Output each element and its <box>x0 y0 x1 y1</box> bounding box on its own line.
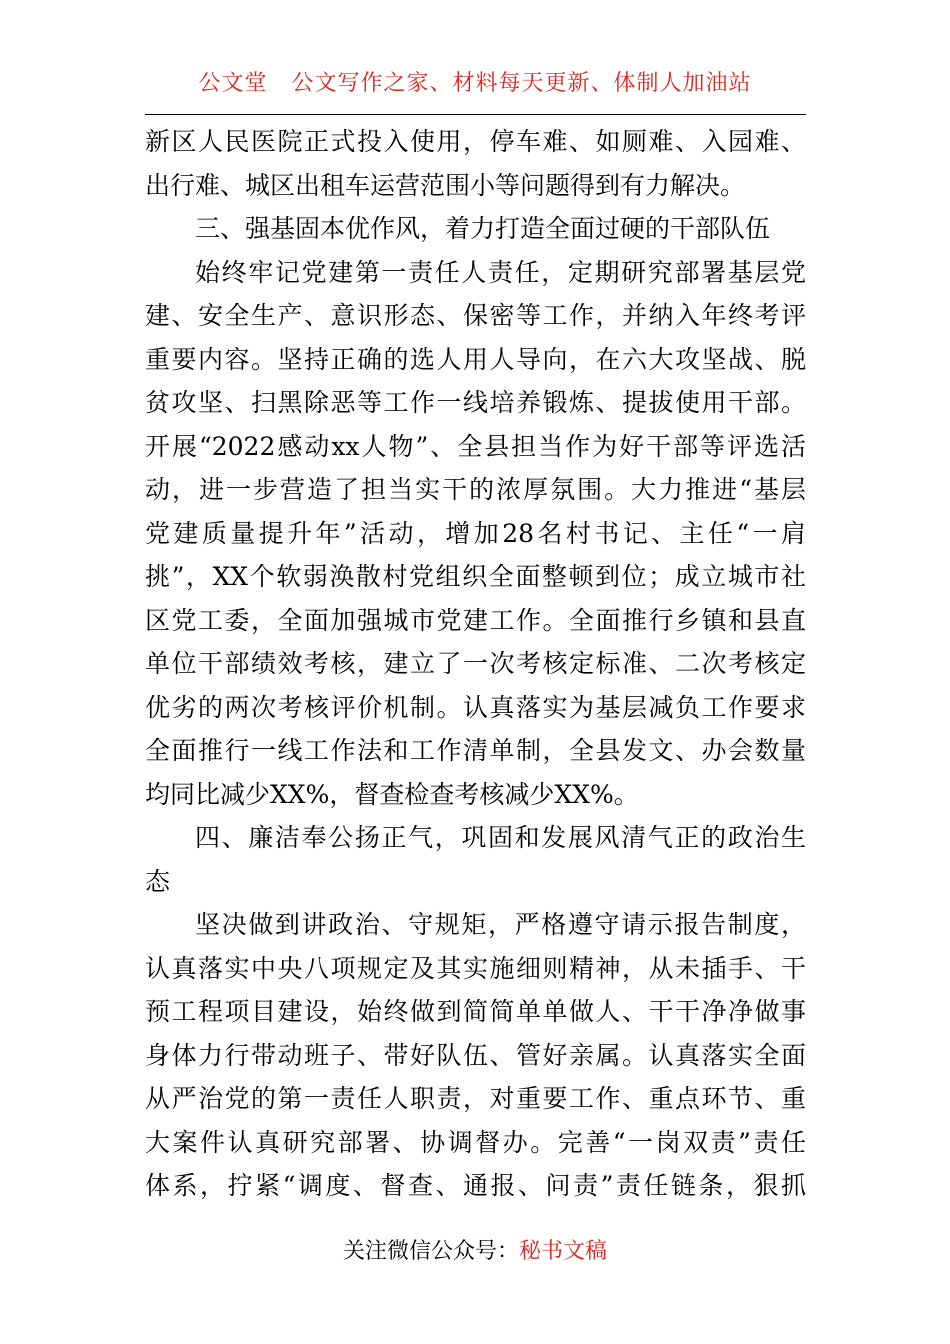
body-line: 预工程项目建设，始终做到简简单单做人、干干净净做事 <box>145 997 806 1026</box>
body-line: 挑”，XX个软弱涣散村党组织全面整顿到位；成立城市社 <box>145 562 806 591</box>
body-line: 始终牢记党建第一责任人责任，定期研究部署基层党 <box>195 257 806 287</box>
body-line: 建、安全生产、意识形态、保密等工作，并纳入年终考评 <box>145 301 806 330</box>
body-line: 认真落实中央八项规定及其实施细则精神，从未插手、干 <box>145 953 806 983</box>
body-line: 出行难、城区出租车运营范围小等问题得到有力解决。 <box>145 170 746 200</box>
footer-label: 关注微信公众号： <box>342 1239 519 1264</box>
site-header: 公文堂 公文写作之家、材料每天更新、体制人加油站 <box>198 71 752 96</box>
section-heading: 三、强基固本优作风，着力打造全面过硬的干部队伍 <box>195 214 771 243</box>
body-line: 身体力行带动班子、带好队伍、管好亲属。认真落实全面 <box>145 1040 806 1070</box>
body-line: 新区人民医院正式投入使用，停车难、如厕难、入园难、 <box>145 127 806 156</box>
footer-account-name: 秘书文稿 <box>519 1239 608 1264</box>
document-body <box>145 120 806 1208</box>
body-line: 大案件认真研究部署、协调督办。完善“一岗双责”责任 <box>145 1127 806 1157</box>
body-line: 党建质量提升年”活动，增加28名村书记、主任“一肩 <box>145 518 806 548</box>
body-line: 从严治党的第一责任人职责，对重要工作、重点环节、重 <box>145 1084 806 1113</box>
section-heading-cont: 态 <box>145 866 171 896</box>
body-line: 单位干部绩效考核，建立了一次考核定标准、二次考核定 <box>145 649 806 678</box>
body-line: 重要内容。坚持正确的选人用人导向，在六大攻坚战、脱 <box>145 344 806 374</box>
body-line: 坚决做到讲政治、守规矩，严格遵守请示报告制度， <box>195 910 806 939</box>
body-line: 区党工委，全面加强城市党建工作。全面推行乡镇和县直 <box>145 605 806 635</box>
header-divider <box>145 114 806 115</box>
body-line: 体系，拧紧“调度、督查、通报、问责”责任链条，狠抓 <box>145 1171 806 1200</box>
body-line: 优劣的两次考核评价机制。认真落实为基层减负工作要求 <box>145 692 806 722</box>
body-line: 动，进一步营造了担当实干的浓厚氛围。大力推进“基层 <box>145 475 806 504</box>
site-footer <box>0 1234 950 1265</box>
body-line: 全面推行一线工作法和工作清单制，全县发文、办会数量 <box>145 736 806 765</box>
body-line: 开展“2022感动xx人物”、全县担当作为好干部等评选活 <box>145 431 806 461</box>
section-heading: 四、廉洁奉公扬正气，巩固和发展风清气正的政治生 <box>195 823 806 852</box>
body-line: 贫攻坚、扫黑除恶等工作一线培养锻炼、提拔使用干部。 <box>145 388 806 417</box>
body-line: 均同比减少XX%，督查检查考核减少XX%。 <box>145 779 639 809</box>
